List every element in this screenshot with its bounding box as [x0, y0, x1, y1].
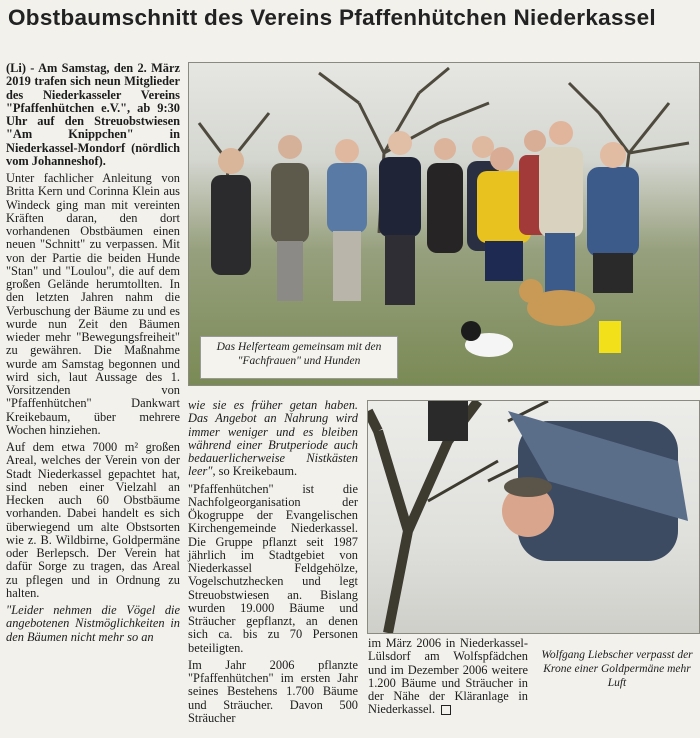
quote-start: "Leider nehmen die Vögel die angebotenen Nistmöglichkeiten in den Bäumen nicht mehr so an — [6, 603, 180, 644]
group-photo-caption: Das Helferteam gemeinsam mit den "Fachfrauen" und Hunden — [200, 336, 398, 379]
article-column-1 — [6, 62, 180, 644]
pruning-photo-caption: Wolfgang Liebscher verpasst der Krone einer Goldpermäne mehr Luft — [541, 649, 693, 689]
paragraph-history: Im Jahr 2006 pflanzte "Pfaffenhütchen" im ersten Jahr seines Bestehens 1.700 Bäume und Sträucher. Davon 500 Sträucher — [188, 657, 358, 725]
intro-paragraph: (Li) - Am Samstag, den 2. März 2019 trafen sich neun Mitglieder des Niederkasseler Vereins "Pfaffenhütchen e.V.", ab 9:30 Uhr auf den Streuobstwiesen "Am Knippchen" in Niederkassel-Mondorf (nördlich vom Johanneshof). — [6, 61, 180, 168]
pruning-photo-drawing — [368, 401, 699, 633]
paragraph-organisation: "Pfaffenhütchen" ist die Nachfolgeorganisation der Ökogruppe der Evangelischen Kirchengemeinde Niederkassel. Die Gruppe pflanzt seit 1987 jährlich im Stadtgebiet von Niederkassel Feldgehölze, Vogelschutzhecken und legt Streuobstwiesen an. Bislang wurden 19.000 Bäume und Sträucher gepflanzt, an denen sich ca. bis zu 70 Personen beteiligten. — [188, 481, 358, 655]
quote-attribution: , so Kreikebaum. — [212, 464, 298, 479]
paragraph-area: Auf dem etwa 7000 m² großen Areal, welches der Verein von der Stadt Niederkassel gepachtet hat, sind neben einer Vielzahl an Hecken auch 60 Obstbäume vorhanden. Dabei handelt es sich überwiegend um alte Obstsorten wie z. B. Wildbirne, Goldpermäne oder Berlepsch. Der Verein hat dafür Sorge zu tragen, das Areal zu pflegen und in Ordnung zu halten. — [6, 440, 180, 600]
quote-continuation: wie sie es früher getan haben. Das Angebot an Nahrung wird immer weniger und es bleiben während einer Brutperiode auch bedauerlicherweise Nistkästen leer" — [188, 398, 358, 479]
pruning-photo — [367, 400, 700, 634]
paragraph-guidance: Unter fachlicher Anleitung von Britta Kern und Corinna Klein aus Windeck ging man mit vereinten Kräften daran, den dort vorhandenen Obstbäumen einen neuen "Schnitt" zu verpassen. Mit von der Partie die beiden Hunde "Stan" und "Loulou", die auf dem großen Gelände herumtollten. In den letzten Jahren nahm die Verbuschung der Bäume zu und es wurde nun Zeit den Bäumen wieder mehr "Bewegungsfreiheit" zu gewähren. Die Maßnahme wurde am Samstag begonnen und wird sich, laut Aussage des 1. Vorsitzenden von "Pfaffenhütchen" Dankwart Kreikebaum, über mehrere Wochen hinziehen. — [6, 171, 180, 437]
article-column-2 — [188, 399, 358, 725]
end-of-article-icon — [441, 705, 451, 715]
headline: Obstbaumschnitt des Vereins Pfaffenhütchen Niederkassel — [8, 5, 656, 30]
article-column-3 — [368, 637, 528, 717]
paragraph-planting: im März 2006 in Niederkassel-Lülsdorf am Wolfspfädchen und im Dezember 2006 weitere 1.200 Bäume und Sträucher in der Nähe der Kläranlage in Niederkassel. — [368, 636, 528, 717]
